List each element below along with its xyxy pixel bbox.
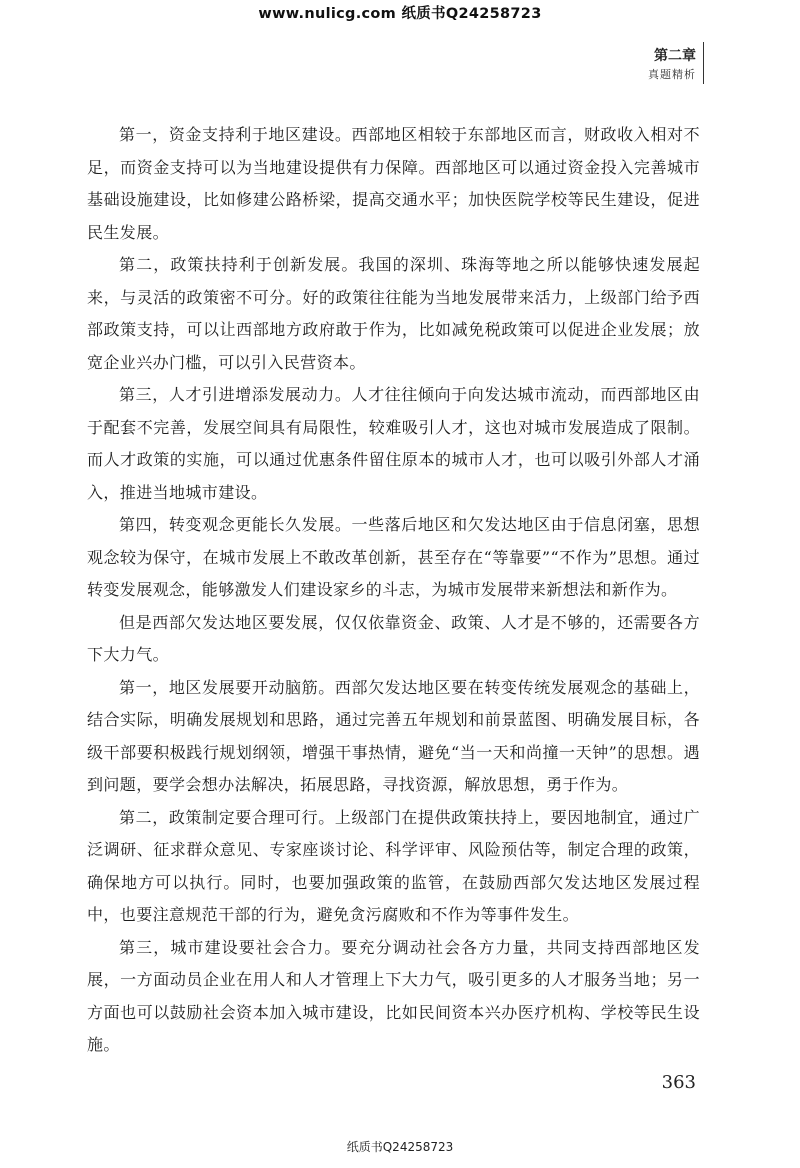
chapter-subtitle: 真题精析 — [648, 68, 696, 81]
paragraph: 第三，人才引进增添发展动力。人才往往倾向于向发达城市流动，而西部地区由于配套不完善，发展空间具有局限性，较难吸引人才，这也对城市发展造成了限制。而人才政策的实施，可以通过优惠条件留住原本的城市人才，也可以吸引外部人才涌入，推进当地城市建设。 — [87, 385, 700, 502]
top-watermark: www.nulicg.com 纸质书Q24258723 — [258, 6, 542, 22]
paragraph: 第二，政策扶持利于创新发展。我国的深圳、珠海等地之所以能够快速发展起来，与灵活的政策密不可分。好的政策往往能为当地发展带来活力，上级部门给予西部政策支持，可以让西部地方政府敢于作为，比如减免税政策可以促进企业发展；放宽企业兴办门槛，可以引入民营资本。 — [87, 255, 700, 372]
paragraph: 第一，地区发展要开动脑筋。西部欠发达地区要在转变传统发展观念的基础上，结合实际，明确发展规划和思路，通过完善五年规划和前景蓝图、明确发展目标，各级干部要积极践行规划纲领，增强干事热情，避免“当一天和尚撞一天钟”的思想。遇到问题，要学会想办法解决，拓展思路，寻找资源，解放思想，勇于作为。 — [87, 677, 700, 794]
paragraph: 第三，城市建设要社会合力。要充分调动社会各方力量，共同支持西部地区发展，一方面动员企业在用人和人才管理上下大力气，吸引更多的人才服务当地；另一方面也可以鼓励社会资本加入城市建设，比如民间资本兴办医疗机构、学校等民生设施。 — [87, 937, 700, 1054]
chapter-header — [648, 46, 696, 84]
paragraph: 第二，政策制定要合理可行。上级部门在提供政策扶持上，要因地制宜，通过广泛调研、征求群众意见、专家座谈讨论、科学评审、风险预估等，制定合理的政策，确保地方可以执行。同时，也要加强政策的监管，在鼓励西部欠发达地区发展过程中，也要注意规范干部的行为，避免贪污腐败和不作为等事件发生。 — [87, 807, 700, 924]
chapter-divider — [703, 42, 704, 84]
paragraph: 但是西部欠发达地区要发展，仅仅依靠资金、政策、人才是不够的，还需要各方下大力气。 — [87, 612, 700, 664]
paragraph: 第四，转变观念更能长久发展。一些落后地区和欠发达地区由于信息闭塞，思想观念较为保守，在城市发展上不敢改革创新，甚至存在“等靠要”“不作为”思想。通过转变发展观念，能够激发人们建设家乡的斗志，为城市发展带来新想法和新作为。 — [87, 515, 700, 599]
page-body — [87, 119, 700, 1062]
chapter-title: 第二章 — [654, 48, 696, 64]
bottom-watermark: 纸质书Q24258723 — [346, 1140, 454, 1154]
paragraph: 第一，资金支持利于地区建设。西部地区相较于东部地区而言，财政收入相对不足，而资金支持可以为当地建设提供有力保障。西部地区可以通过资金投入完善城市基础设施建设，比如修建公路桥梁，提高交通水平；加快医院学校等民生建设，促进民生发展。 — [87, 125, 700, 242]
page-number: 363 — [661, 1072, 696, 1093]
